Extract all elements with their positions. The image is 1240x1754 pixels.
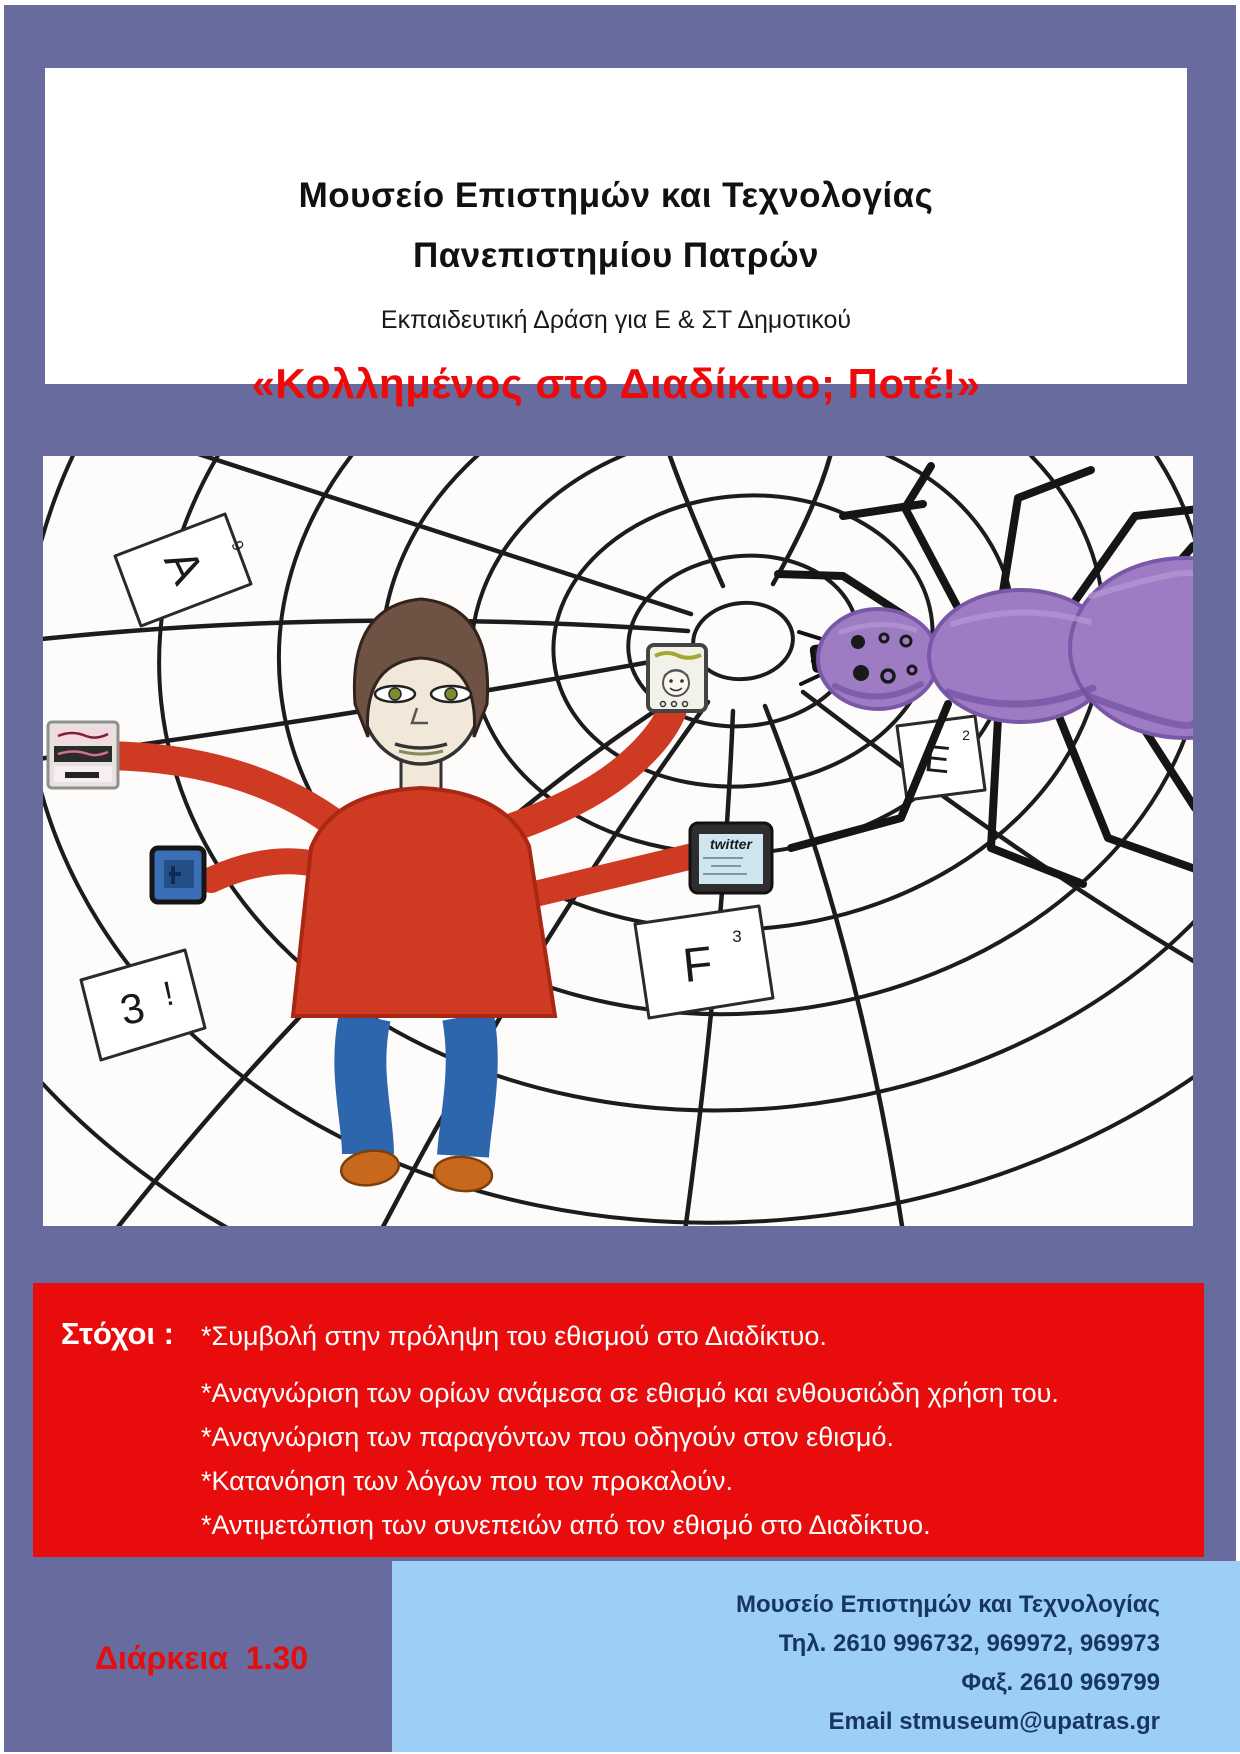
- person-figure: [121, 599, 693, 1193]
- goal-item: *Κατανόηση των λόγων που τον προκαλούν.: [201, 1466, 733, 1496]
- social-box-device: [48, 722, 118, 788]
- contact-fax: Φαξ. 2610 969799: [961, 1669, 1160, 1696]
- goal-item: *Αναγνώριση των ορίων ανάμεσα σε εθισμό και ενθουσιώδη χρήση του.: [201, 1378, 1059, 1408]
- person-legs: [360, 1016, 471, 1156]
- contact-box: [392, 1561, 1240, 1752]
- paper-e-letter: E: [922, 737, 953, 783]
- contact-email: Email stmuseum@upatras.gr: [828, 1708, 1160, 1735]
- child-drawing-illustration: [43, 456, 1193, 1226]
- blue-square-device: [152, 848, 204, 902]
- contact-museum-name: Μουσείο Επιστημών και Τεχνολογίας: [736, 1591, 1160, 1618]
- paper-f: [635, 906, 773, 1018]
- goal-item: *Συμβολή στην πρόληψη του εθισμού στο Διαδίκτυο.: [201, 1321, 827, 1351]
- purple-spider: [778, 466, 1193, 884]
- paper-3-sup: !: [160, 974, 178, 1014]
- twitter-label: twitter: [710, 836, 752, 852]
- museum-title-line1: Μουσείο Επιστημών και Τεχνολογίας: [298, 176, 934, 215]
- header-box: [45, 68, 1187, 407]
- museum-title-line2: Πανεπιστημίου Πατρών: [412, 236, 820, 275]
- spider-web-drawing: [43, 456, 1193, 1226]
- paper-3: [81, 950, 205, 1060]
- goal-item: *Αντιμετώπιση των συνεπειών από τον εθισμό στο Διαδίκτυο.: [201, 1510, 931, 1540]
- phone-with-face-device: [648, 645, 706, 711]
- activity-subtitle: Εκπαιδευτική Δράση για Ε & ΣΤ Δημοτικού: [380, 306, 852, 334]
- person-sweater: [293, 788, 555, 1016]
- paper-e-sup: 2: [962, 727, 970, 743]
- contact-phone: Τηλ. 2610 996732, 969972, 969973: [778, 1630, 1160, 1657]
- program-headline: «Κολλημένος στο Διαδίκτυο; Ποτέ!»: [251, 360, 981, 407]
- goals-list: [201, 1314, 1178, 1547]
- paper-a: [115, 514, 251, 626]
- right-shoe: [433, 1155, 494, 1194]
- paper-3-letter: 3: [115, 983, 149, 1035]
- paper-f-sup: 3: [732, 927, 742, 946]
- twitter-tablet-device: [690, 823, 772, 893]
- goal-item: *Αναγνώριση των παραγόντων που οδηγούν στον εθισμό.: [201, 1422, 894, 1452]
- goals-label: Στόχοι :: [61, 1316, 174, 1351]
- paper-f-letter: F: [680, 937, 716, 994]
- paper-a-letter: A: [154, 541, 215, 592]
- paper-a-sup: 9: [227, 538, 247, 554]
- goals-box: [33, 1283, 1204, 1557]
- duration-text: Διάρκεια 1.30: [95, 1640, 309, 1676]
